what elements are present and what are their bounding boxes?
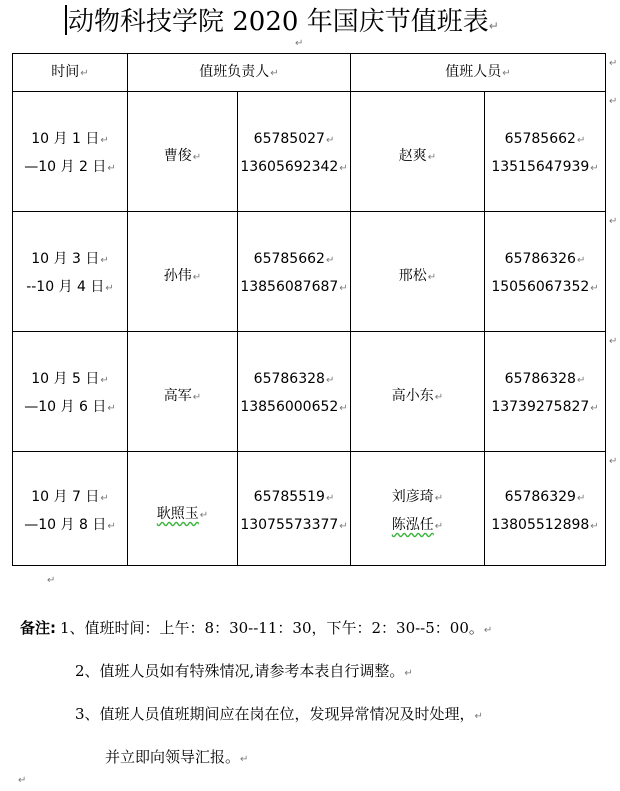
staff-phone-cell: 65786328↵ 13739275827↵ — [491, 371, 599, 415]
table-row-divider — [12, 91, 606, 92]
staff-name-cell: 高小东↵ — [391, 388, 444, 404]
row-end-mark: ↵ — [609, 216, 618, 227]
page-title — [68, 6, 499, 42]
row-end-mark: ↵ — [609, 96, 618, 107]
text-cursor — [65, 5, 67, 35]
notes-section — [20, 608, 492, 780]
staff-name-cell: 刘彦琦↵ 陈泓任↵ — [391, 489, 444, 533]
note-item-3: 3、值班人员值班期间应在岗在位，发现异常情况及时处理，↵ — [75, 705, 483, 723]
header-leader: 值班负责人↵ — [199, 64, 279, 80]
notes-label: 备注: — [20, 619, 56, 637]
leader-name-cell: 耿照玉↵ — [156, 506, 209, 522]
table-row-divider — [12, 451, 606, 452]
leader-phone-cell: 65785662↵ 13856087687↵ — [240, 251, 348, 295]
leader-phone-cell: 65786328↵ 13856000652↵ — [240, 371, 348, 415]
paragraph-mark: ↵ — [47, 575, 56, 586]
date-cell: 10 月 7 日↵ —10 月 8 日↵ — [24, 489, 116, 533]
staff-name-cell: 赵爽↵ — [398, 148, 437, 164]
leader-phone-cell: 65785027↵ 13605692342↵ — [240, 131, 348, 175]
table-border-top — [12, 53, 606, 54]
paragraph-mark: ↵ — [488, 19, 499, 33]
note-item-3-cont: 并立即向领导汇报。↵ — [105, 748, 249, 766]
table-row-divider — [12, 211, 606, 212]
row-end-mark: ↵ — [609, 336, 618, 347]
staff-phone-cell: 65786326↵ 15056067352↵ — [491, 251, 599, 295]
row-end-mark: ↵ — [609, 58, 618, 69]
leader-name-cell: 孙伟↵ — [163, 268, 202, 284]
page-title-text: 动物科技学院 2020 年国庆节值班表 — [68, 7, 489, 37]
date-cell: 10 月 1 日↵ —10 月 2 日↵ — [24, 131, 116, 175]
table-row-divider — [12, 331, 606, 332]
leader-phone-cell: 65785519↵ 13075573377↵ — [240, 489, 348, 533]
row-end-mark: ↵ — [609, 456, 618, 467]
staff-phone-cell: 65785662↵ 13515647939↵ — [491, 131, 599, 175]
table-border-bottom — [12, 565, 606, 566]
paragraph-mark: ↵ — [18, 775, 27, 786]
table-border-right — [605, 53, 606, 566]
note-item-2: 2、值班人员如有特殊情况,请参考本表自行调整。↵ — [75, 662, 413, 680]
staff-name-cell: 邢松↵ — [398, 268, 437, 284]
note-item-1: 备注: 1、值班时间：上午：8：30--11：30，下午：2：30--5：00。↵ — [20, 619, 493, 637]
date-cell: 10 月 3 日↵ --10 月 4 日↵ — [26, 251, 114, 295]
header-time: 时间↵ — [51, 64, 89, 80]
table-col-divider — [127, 53, 128, 566]
header-staff: 值班人员↵ — [445, 64, 511, 80]
date-cell: 10 月 5 日↵ —10 月 6 日↵ — [24, 371, 116, 415]
leader-name-cell: 高军↵ — [163, 388, 202, 404]
staff-phone-cell: 65786329↵ 13805512898↵ — [491, 489, 599, 533]
paragraph-mark: ↵ — [295, 38, 304, 49]
leader-name-cell: 曹俊↵ — [163, 148, 202, 164]
